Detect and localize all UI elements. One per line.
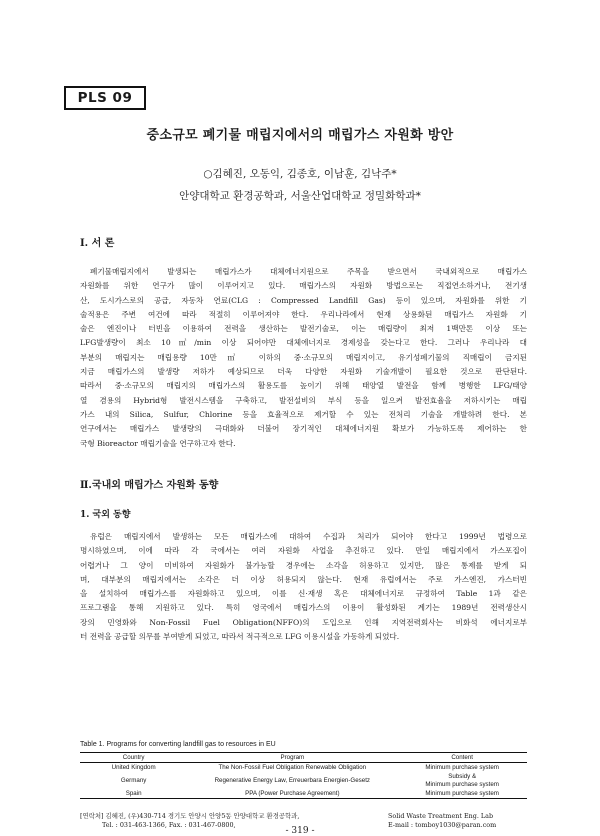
text-line: 명시하였으며, 이에 따라 각 국에서는 여러 자원화 사업을 추진하고 있다. 만일 매립지에서 가스포집이 [80,546,527,556]
table-row [80,772,527,789]
text-line: 유럽은 매립지에서 발생하는 모든 매립가스에 대하여 수집과 처리가 되어야 한다고 1999년 법령으로 [90,532,527,541]
text-line: 을 설치하여 매립가스를 자원화하고 있으며, 이를 신·재생 혹은 대체에너지로 규정하여 Table 1과 같은 [80,589,527,599]
text-line: 자원화를 위한 연구가 많이 이루어지고 있다. 매립가스의 자원화 방법으로는 직접연소하거나, 전기생 [80,281,527,291]
text-line: 술은 엔진이나 터빈을 이용하여 전력을 생산하는 발전기술로, 이는 매립량이 최저 1백만톤 이상 또는 [80,324,527,334]
contact-phone-fax: Tel. : 031-463-1366, Fax. : 031-467-0800, [102,821,236,829]
programs-table [80,752,527,799]
table-row [80,789,527,799]
contact-address: [연락처] 김혜진, (우)430-714 경기도 안양시 안양5동 안양대학교 환경공학과, [80,812,300,820]
introduction-paragraph [80,265,527,451]
table-cell-country: Spain [80,789,187,799]
page-number: - 319 - [285,826,315,836]
section-heading-trends: Ⅱ.국내외 매립가스 자원화 동향 [80,480,219,491]
paper-title: 중소규모 폐기물 매립지에서의 매립가스 자원화 방안 [146,128,454,143]
text-line: 술적용은 주변 여건에 따라 적절히 이루어져야 한다. 우리나라에서 현재 상용화된 매립가스 자원화 기 [80,309,527,319]
text-line: 열 겸용의 Hybrid형 발전시스템을 구축하고, 발전설비의 부식 등을 일으켜 발전효율을 저하시키는 매립 [80,395,527,405]
subsection-heading-abroad: 1. 국외 동향 [80,510,131,520]
text-line: 연구에서는 매립가스 발생량의 극대화와 더불어 장기적인 대체에너지원 확보가 가능하도록 제어하는 한 [80,424,527,434]
session-badge: PLS 09 [64,86,146,110]
text-line: 장의 민영화와 Non-Fossil Fuel Obligation(NFFO)의 도입으로 인해 지역전력회사는 비화석 에너지로부 [80,617,527,627]
text-line: 터 전력을 공급할 의무를 부여받게 되었고, 따라서 적극적으로 LFG 이용시설을 가동하게 되었다. [80,632,400,642]
content-line: Minimum purchase system [425,780,499,788]
table-cell-content: Minimum purchase system [425,763,499,771]
text-line: 어렵거나 그 양이 미비하여 자원화가 불가능할 경우에는 소각을 허용하고 있지만, 많은 통제를 받게 되 [80,560,527,570]
table-cell-content: Minimum purchase system [397,789,527,799]
text-line: 며, 대부분의 매립지에서는 소각은 더 이상 허용되지 않는다. 현재 유럽에서는 주로 가스엔진, 가스터빈 [80,574,527,584]
table-cell-program: The Non-Fossil Fuel Obligation Renewable Obligation [218,763,367,771]
table-cell-program: PPA (Power Purchase Agreement) [187,789,397,799]
contact-lab: Solid Waste Treatment Eng. Lab [388,812,494,820]
section-heading-introduction: Ⅰ. 서 론 [80,238,115,249]
author-list: ○김혜진, 오동익, 김종호, 이남훈, 김낙주* [203,168,397,180]
affiliation: 안양대학교 환경공학과, 서울산업대학교 정밀화학과* [179,190,421,202]
text-line: 지금 매립가스의 발생량 저하가 예상되므로 더욱 다양한 자원화 기술개발이 필요한 것으로 판단된다. [80,367,527,377]
text-line: 부분의 매립지는 매립용량 10만㎥ 이하의 중·소규모의 매립지이고, 유기성폐기물의 직매립이 금지된 [80,352,527,362]
text-line: 국형 Bioreactor 매립기술을 연구하고자 한다. [80,438,236,448]
table-caption: Table 1. Programs for converting landfill gas to resources in EU [80,741,276,748]
text-line: 폐기물매립지에서 발생되는 매립가스가 대체에너지원으로 주목을 받으면서 국내외적으로 매립가스 [90,267,527,276]
text-line: 따라서 중·소규모의 매립지의 매립가스의 활용도를 높이기 위해 태양열 발전을 함께 병행한 LFG/태양 [80,381,527,391]
table-cell-country: Germany [120,776,147,784]
table-header-country: Country [80,753,187,763]
contact-email: E-mail : tomboy1030@paran.com [388,821,497,829]
table-header-content: Content [397,753,527,763]
content-line: Subsidy & [448,772,477,780]
text-line: 가스 내의 Silica, Sulfur, Chlorine 등을 효율적으로 제거할 수 있는 전처리 기술을 개발하려 한다. 본 [80,409,527,419]
table-header-program: Program [187,753,397,763]
text-line: 프로그램을 통해 지원하고 있다. 특히 영국에서 매립가스의 이용이 활성화된 계기는 1989년 전력생산시 [80,603,527,613]
text-line: 산, 도시가스로의 공급, 자동차 연료(CLG : Compressed Landfill Gas) 등이 있으며, 자원화를 위한 기 [80,295,527,305]
text-line: LFG발생량이 최소 10㎥/min 이상 되어야만 대체에너지로 경제성을 갖는다고 한다. 그러나 우리나라 대 [80,338,527,348]
table-row [80,763,527,773]
table-cell-program: Regenerative Energy Law, Erreuerbara Energien-Gesetz [214,776,371,784]
table-cell-country: United Kingdom [111,763,156,771]
table-cell-content [397,772,527,789]
abroad-paragraph [80,530,527,644]
